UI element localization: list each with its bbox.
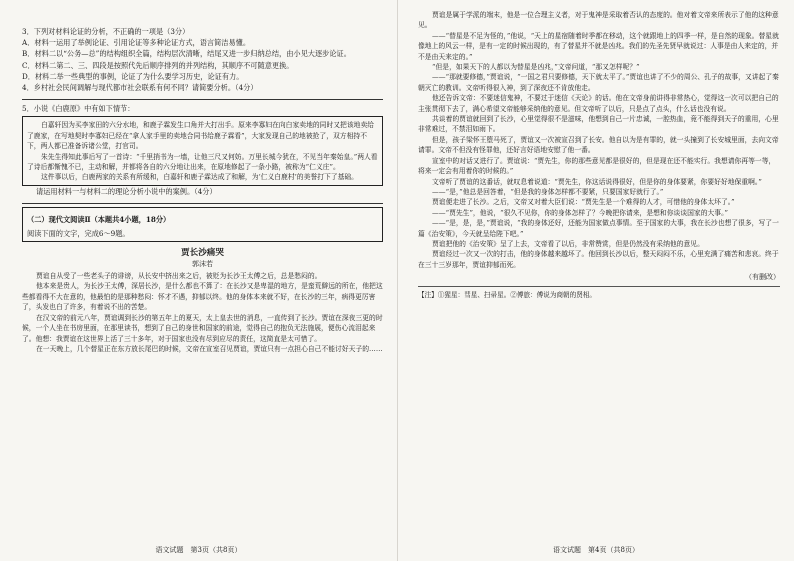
story-paragraph: ——“那就要修德，”贾谊说，“一国之君只要修德，天下就太平了。”贾谊也讲了不少的周公、孔子的故事，又讲起了秦朝灭亡的教训。文帝听得很入神，到了深夜还不肯放他走。 — [418, 73, 779, 92]
section-box — [22, 207, 383, 242]
question-3-option-a: A．材料一运用了举例论证、引用论证等多种论证方式，语言简洁易懂。 — [22, 38, 251, 48]
question-3-option-c: C．材料二第二、三、四段是按照代先后顺序排列的并列结构，其顺序不可随意更换。 — [22, 60, 294, 70]
story-paragraph: 贾谊自从受了一些老头子的诽谤，从长安中挤出来之后，被贬为长沙王太傅之后，总是愁闷的。 — [36, 272, 322, 281]
story-paragraph: 宣室中的对话又进行了。贾谊说：“贾先生，你的那些意见都是很好的，但是现在还不能实行。我想请你再等一等，将来一定会有用着你的时候的。” — [418, 156, 776, 176]
question-5-passage-para: 朱先生得知此事后写了一首诗：“千里捎书为一墙，让他三尺又何妨。万里长城今犹在，不见当年秦始皇。”两人看了诗后都惭愧不已，主动和解，并都将各自的六分地让出来，在原地修起了一条小路，被称为“仁义庄”。 — [27, 152, 378, 172]
story-paragraph: 他本来是贵人，为长沙王太傅，深居长沙，是什么都也不算了：在长沙又是卑湿的地方，是蛮荒僻远的所在，他把这些都看得不大在意的，他最怕的是那种愁闷：怀才不遇，抑郁以终。他的身体本来就不好，在长沙的三年，病得更厉害了，头发也白了许多，有着说不出的苦楚。 — [22, 282, 383, 312]
question-3 — [22, 26, 383, 82]
page-footer — [398, 545, 794, 555]
source-note: （有删改） — [745, 273, 780, 282]
story-paragraph: 在汉文帝的前元八年，贾谊调到长沙的第五年上的夏天，太上皇去世的消息，一直传到了长沙。贾谊在深夜三更的时候，一个人坐在书房里面，在那里读书，想到了自己的身世和国家的前途，觉得自己的抱负无法施展，便伤心流泪起来了。他想：我贾谊在这世界上活了三十多年，对于国家也没有尽到应尽的责任，这简直是太可惜了。 — [22, 313, 383, 343]
story-paragraph: 在一天晚上，几个替星正在东方放长尾巴的时候，文帝在宣室召见贾谊，贾谊只有一点担心自己不能讨好天子的…… — [36, 344, 383, 353]
story-paragraph: 共谈着的贾谊就回到了长沙，心里觉得很不是滋味，他想到自己一片忠诚，一腔热血，竟不能得到天子的重用，心里非常难过，不禁泪如雨下。 — [418, 115, 779, 134]
question-3-option-d: D．材料二举一些典型的事例，论证了为什么要学习历史，论证有力。 — [22, 71, 244, 81]
story-author: 郭沫若 — [192, 260, 213, 269]
question-5-ask: 请运用材料一与材料二的理论分析小说中的案例。（4分） — [36, 186, 217, 196]
story-paragraph: ——“贾先生”，他说，“很久不见你，你的身体怎样了？今晚把你请来，是想和你谈谈国家的大事。” — [432, 208, 728, 217]
story-paragraph: 贾谊便走进了长沙。之后，文帝又对着大臣们说：“贾先生是一个难得的人才，可惜他的身体太坏了。” — [432, 198, 735, 207]
section-instruction: 阅读下面的文字，完成6～9题。 — [27, 229, 130, 239]
question-5-passage-para: 这件事以后，白鹿两家的关系有所缓和，白嘉轩和鹿子霖达成了和解，为‘仁义白鹿村’的美誉打下了基础。 — [41, 173, 358, 182]
page-right — [397, 0, 794, 561]
footnote: 【注】①猩星：彗星、扫帚星。②傅旅：傅说为商朝的贤相。 — [418, 286, 780, 300]
story-paragraph: ——“替星是不足为怪的，”他说，“天上的星宿随着时季都在移动，这个就跟地上的四季一样，是自然的现象。替星就像地上的风云一样，是有一定的时候出现的，有了替星并不就是凶兆。我们的先圣先贤早就说过：人事是由人来定的，并不是由天来定的。” — [418, 31, 779, 61]
story-paragraph: 文帝听了贾谊的这番话，就叹息着说道：“贾先生，你这话说得很好，但是你的身体要紧，你要好好地保重啊。” — [432, 177, 762, 186]
story-paragraph: ——“是，是，是，”贾谊说，“我的身体还好，还能为国家做点事情。至于国家的大事，我在长沙也想了很多，写了一篇《治安策》，今天就呈给陛下吧。” — [418, 219, 779, 238]
answer-line — [22, 202, 383, 204]
story-paragraph: ——“是，”他总是回答着，“但是我的身体怎样都不要紧，只要国家好就行了。” — [432, 187, 664, 196]
story-paragraph: “但是，如果天下的人都以为替星是凶兆，”文帝问道，“那又怎样呢？” — [432, 63, 640, 72]
question-4: 4．乡村社会民间调解与现代都市社会联系有何不同？请简要分析。（4分） — [22, 83, 258, 93]
story-title: 贾长沙痛哭 — [181, 248, 224, 259]
question-3-option-b: B．材料二以“公务—总”的结构组织全篇，结构层次清晰，结尾又进一步归纳总结，由小见大逐步论证。 — [22, 49, 351, 59]
question-5-stem: 5．小说《白鹿原》中有如下情节： — [22, 104, 135, 114]
story-paragraph: 贾谊经过一次又一次的打击，他的身体越来越坏了。他回到长沙以后，整天闷闷不乐，心里充满了痛苦和悲哀。终于在三十三岁那年，贾谊抑郁而死。 — [418, 250, 779, 269]
page-number: 语文试题 第4页（共8页） — [553, 546, 639, 554]
page-number: 语文试题 第3页（共8页） — [155, 546, 242, 554]
story-paragraph: 贾谊把他的《治安策》呈了上去，文帝看了以后，非常赞赏，但是仍然没有采纳他的意见。 — [432, 239, 704, 248]
question-5-passage-para: 白嘉轩因为买李家田的六分水地，和鹿子霖发生口角并大打出手。原来李寡妇在向白家卖地的同时又把该地卖给了鹿家，在写地契时李寡妇已经在“拿人家手里的卖地合同书给鹿子霖看”，大家发现自己的地被抢了，双方相持不下，两人都已准备诉诸公堂，打官司。 — [27, 121, 375, 151]
page-footer — [0, 545, 397, 555]
story-paragraph: 贾谊是属于学派的端末，他是一位合理主义者，对于鬼神是采取着否认的态度的。他对着文帝来所表示了他的这种意见。 — [418, 11, 779, 30]
story-paragraph: 但是，孩子梁怀王堕马死了，贾谊又一次被宣召到了长安。他自以为是有罪的，就一头撞到了长安城里面，去向文帝请罪。文帝不但没有怪罪他，还好言好语地安慰了他一番。 — [418, 135, 779, 155]
question-3-stem: 3．下列对材料论证的分析，不正确的一项是（3分） — [22, 27, 190, 36]
question-5-passage-box — [22, 116, 383, 185]
story-paragraph: 他还告诉文帝：不要迷信鬼神，不要过于迷信《天论》的话。他在文帝身前讲得非常热心，觉得这一次可以把自己的主张贯彻下去了，满心希望文帝能够采纳他的意见。但文帝听了以后，只是点了点头，什么话也没有说。 — [418, 94, 779, 113]
section-header: （二）现代文阅读Ⅱ（本题共4小题，18分） — [27, 215, 171, 225]
answer-line — [22, 98, 383, 100]
